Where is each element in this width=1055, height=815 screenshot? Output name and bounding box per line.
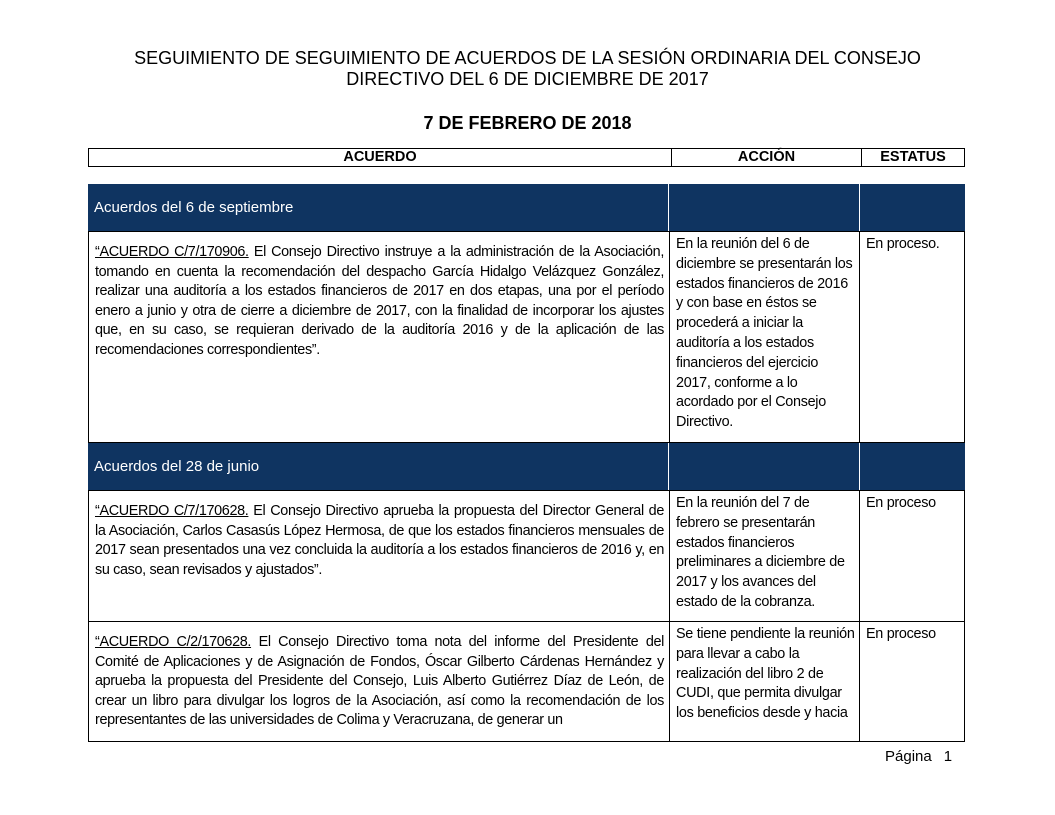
section-header-band — [88, 443, 965, 490]
accion-cell: Se tiene pendiente la reunión para llevar a cabo la realización del libro 2 de CUDI, que permita divulgar los beneficios desde y hacia — [670, 622, 860, 741]
section-label: Acuerdos del 6 de septiembre — [88, 184, 669, 231]
accion-cell: En la reunión del 6 de diciembre se presentarán los estados financieros de 2016 y con base en éstos se procederá a iniciar la auditoría a los estados financieros del ejercicio 2017, conforme a lo acordado por el Consejo Directivo. — [670, 232, 860, 442]
document-title-line-2: DIRECTIVO DEL 6 DE DICIEMBRE DE 2017 — [346, 69, 709, 89]
table-header — [88, 148, 965, 167]
estatus-cell: En proceso — [866, 626, 936, 642]
accion-cell: En la reunión del 7 de febrero se presentarán estados financieros preliminares a diciembre de 2017 y los avances del estado de la cobranza. — [670, 491, 860, 621]
acuerdo-cell — [89, 622, 670, 741]
header-accion: ACCIÓN — [672, 149, 862, 166]
page-label: Página — [885, 748, 932, 765]
table-row — [88, 231, 965, 443]
acuerdo-cell — [89, 232, 670, 442]
acuerdo-code: “ACUERDO C/7/170906. — [95, 244, 249, 260]
section-header-band — [88, 184, 965, 231]
document-title-line-1: SEGUIMIENTO DE SEGUIMIENTO DE ACUERDOS DE LA SESIÓN ORDINARIA DEL CONSEJO — [134, 48, 921, 68]
acuerdo-code: “ACUERDO C/2/170628. — [95, 634, 252, 650]
acuerdo-cell — [89, 491, 670, 621]
acuerdo-code: “ACUERDO C/7/170628. — [95, 503, 249, 519]
table-row — [88, 490, 965, 622]
section-label: Acuerdos del 28 de junio — [88, 443, 669, 490]
table-row — [88, 621, 965, 742]
page-number-value: 1 — [943, 748, 953, 765]
acuerdo-text: El Consejo Directivo toma nota del informe del Presidente del Comité de Aplicaciones y de Asignación de Fondos, Óscar Gilberto Cárdenas Hernández y aprueba la propuesta del Presidente del Consejo, Luis Alberto Gutiérrez Díaz de León, de crear un libro para divulgar los logros de la Asociación, así como la recomendación de los representantes de las universidades de Colima y Veracruzana, de generar un — [95, 634, 665, 728]
header-acuerdo: ACUERDO — [89, 149, 672, 166]
page-number — [885, 748, 952, 765]
acuerdo-text: El Consejo Directivo instruye a la administración de la Asociación, tomando en cuenta la recomendación del despacho García Hidalgo Velázquez González, realizar una auditoría a los estados financieros de 2017 en dos etapas, una por el período enero a junio y otra de cierre a diciembre de 2017, con la finalidad de incorporar los ajustes que, en su caso, se requieran derivado de la auditoría 2016 y de la aplicación de las recomendaciones correspondientes”. — [95, 244, 664, 358]
acuerdo-text: El Consejo Directivo aprueba la propuesta del Director General de la Asociación, Carlos Casasús López Hermosa, de que los estados financieros mensuales de 2017 sean presentados una vez concluida la auditoría a los estados financieros de 2016 y, en su caso, sean revisados y ajustados”. — [95, 503, 664, 578]
estatus-cell: En proceso. — [866, 236, 940, 252]
estatus-cell: En proceso — [866, 495, 936, 511]
document-date: 7 DE FEBRERO DE 2018 — [423, 113, 632, 133]
header-estatus: ESTATUS — [880, 149, 946, 165]
